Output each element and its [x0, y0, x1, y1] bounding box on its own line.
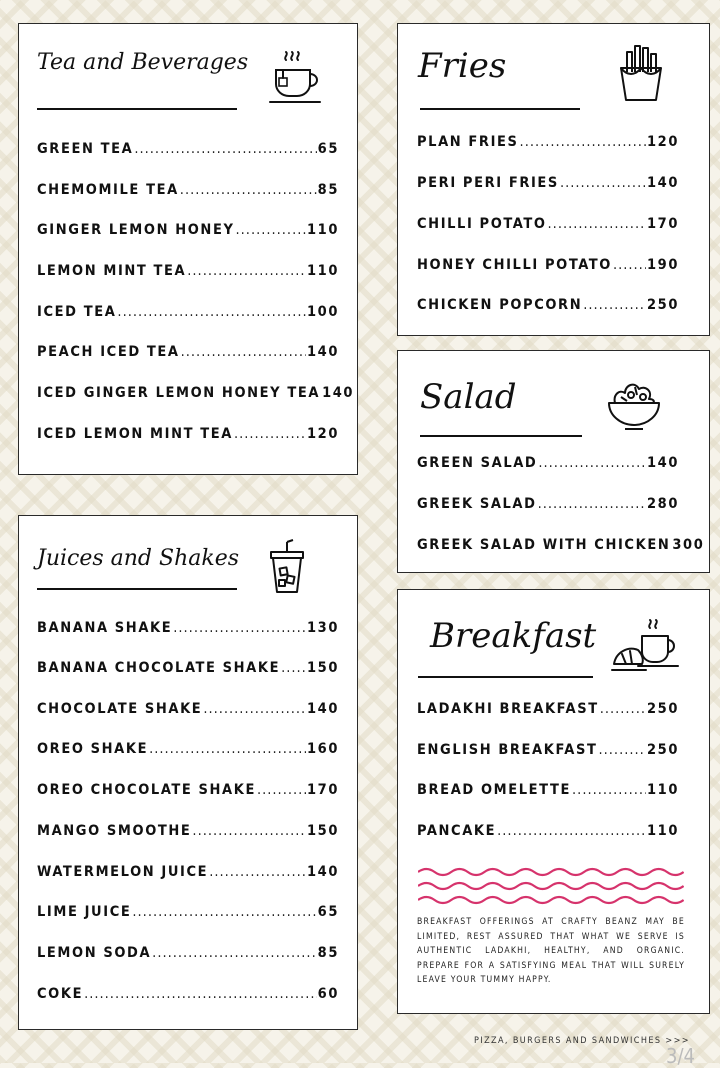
juices-title-rule: [37, 588, 237, 590]
wave-divider: [418, 866, 684, 906]
item-price: 110: [306, 263, 339, 279]
item-name: HONEY CHILLI POTATO: [417, 257, 612, 273]
salad-bowl-icon: [605, 373, 663, 431]
page-number: 3/4: [666, 1044, 695, 1068]
item-price: 170: [306, 782, 339, 798]
leader-dots: [236, 222, 306, 238]
leader-dots: [548, 216, 646, 232]
item-price: 65: [317, 904, 339, 920]
item-price: 140: [646, 455, 679, 471]
salad-card: [397, 350, 710, 573]
item-name: LEMON MINT TEA: [37, 263, 187, 279]
juices-item: [19, 660, 357, 676]
item-price: 300: [672, 537, 705, 553]
item-price: 140: [306, 701, 339, 717]
tea-cup-icon: [266, 48, 328, 110]
item-name: OREO CHOCOLATE SHAKE: [37, 782, 256, 798]
leader-dots: [117, 304, 306, 320]
salad-item: [398, 537, 709, 553]
tea-title: Tea and Beverages: [37, 50, 249, 75]
leader-dots: [180, 182, 317, 198]
leader-dots: [149, 741, 306, 757]
tea-item: [19, 344, 357, 360]
breakfast-item: [398, 823, 709, 839]
breakfast-item: [398, 701, 709, 717]
item-name: GREEK SALAD WITH CHICKEN: [417, 537, 671, 553]
item-price: 190: [646, 257, 679, 273]
tea-item: [19, 141, 357, 157]
leader-dots: [281, 660, 306, 676]
coffee-croissant-icon: [610, 616, 690, 674]
salad-title: Salad: [420, 377, 517, 417]
breakfast-item: [398, 742, 709, 758]
item-name: PANCAKE: [417, 823, 497, 839]
juices-item: [19, 741, 357, 757]
item-price: 140: [322, 385, 355, 401]
fries-title: Fries: [418, 46, 507, 86]
leader-dots: [209, 864, 306, 880]
leader-dots: [152, 945, 316, 961]
leader-dots: [600, 701, 646, 717]
item-price: 150: [306, 660, 339, 676]
leader-dots: [538, 496, 646, 512]
item-name: PERI PERI FRIES: [417, 175, 559, 191]
juices-item: [19, 620, 357, 636]
item-name: BANANA SHAKE: [37, 620, 173, 636]
juices-title: Juices and Shakes: [37, 546, 240, 571]
breakfast-title: Breakfast: [430, 616, 597, 656]
leader-dots: [203, 701, 306, 717]
fries-item: [398, 134, 709, 150]
breakfast-card: [397, 589, 710, 1014]
item-price: 110: [646, 823, 679, 839]
iced-drink-icon: [261, 538, 313, 596]
item-name: CHILLI POTATO: [417, 216, 547, 232]
breakfast-note: BREAKFAST OFFERINGS AT CRAFTY BEANZ MAY BE LIMITED, REST ASSURED THAT WHAT WE SERVE IS AUTHENTIC LADAKHI, HEALTHY, AND ORGANIC. PREPARE FOR A SATISFYING MEAL THAT WILL SURELY LEAVE YOUR TUMMY HAPPY.: [417, 917, 685, 985]
fries-card: [397, 23, 710, 336]
leader-dots: [538, 455, 646, 471]
leader-dots: [560, 175, 646, 191]
juices-item: [19, 864, 357, 880]
leader-dots: [181, 344, 306, 360]
item-price: 85: [317, 182, 339, 198]
item-name: BREAD OMELETTE: [417, 782, 572, 798]
juices-item: [19, 904, 357, 920]
leader-dots: [520, 134, 646, 150]
item-name: ENGLISH BREAKFAST: [417, 742, 598, 758]
leader-dots: [497, 823, 646, 839]
item-name: WATERMELON JUICE: [37, 864, 209, 880]
leader-dots: [192, 823, 306, 839]
item-name: ICED LEMON MINT TEA: [37, 426, 233, 442]
item-name: MANGO SMOOTHE: [37, 823, 192, 839]
item-price: 130: [306, 620, 339, 636]
leader-dots: [173, 620, 306, 636]
item-name: LIME JUICE: [37, 904, 132, 920]
salad-title-rule: [420, 435, 582, 437]
leader-dots: [583, 297, 646, 313]
tea-title-rule: [37, 108, 237, 110]
fries-title-rule: [420, 108, 580, 110]
next-page-link[interactable]: PIZZA, BURGERS AND SANDWICHES >>>: [474, 1036, 690, 1046]
juices-item: [19, 782, 357, 798]
item-name: PEACH ICED TEA: [37, 344, 180, 360]
item-price: 120: [646, 134, 679, 150]
tea-item: [19, 304, 357, 320]
item-price: 60: [317, 986, 339, 1002]
item-name: GREEN TEA: [37, 141, 134, 157]
tea-item: [19, 426, 357, 442]
item-price: 110: [646, 782, 679, 798]
leader-dots: [572, 782, 646, 798]
item-price: 250: [646, 701, 679, 717]
leader-dots: [132, 904, 316, 920]
item-price: 140: [646, 175, 679, 191]
leader-dots: [599, 742, 646, 758]
leader-dots: [134, 141, 316, 157]
item-name: PLAN FRIES: [417, 134, 519, 150]
item-price: 100: [306, 304, 339, 320]
item-price: 250: [646, 742, 679, 758]
tea-item: [19, 222, 357, 238]
leader-dots: [234, 426, 306, 442]
juices-item: [19, 945, 357, 961]
item-price: 160: [306, 741, 339, 757]
item-name: OREO SHAKE: [37, 741, 149, 757]
item-name: CHOCOLATE SHAKE: [37, 701, 203, 717]
item-name: GREEK SALAD: [417, 496, 537, 512]
item-name: GINGER LEMON HONEY: [37, 222, 235, 238]
item-price: 65: [317, 141, 339, 157]
leader-dots: [613, 257, 646, 273]
tea-item: [19, 385, 357, 401]
juices-item: [19, 701, 357, 717]
item-price: 140: [306, 864, 339, 880]
item-name: CHEMOMILE TEA: [37, 182, 179, 198]
tea-item: [19, 263, 357, 279]
item-price: 85: [317, 945, 339, 961]
item-price: 110: [306, 222, 339, 238]
juices-item: [19, 823, 357, 839]
leader-dots: [84, 986, 317, 1002]
item-name: ICED GINGER LEMON HONEY TEA: [37, 385, 321, 401]
item-price: 150: [306, 823, 339, 839]
breakfast-title-rule: [418, 676, 593, 678]
item-name: COKE: [37, 986, 84, 1002]
fries-item: [398, 297, 709, 313]
fries-item: [398, 257, 709, 273]
breakfast-item: [398, 782, 709, 798]
fries-item: [398, 216, 709, 232]
juices-card: [18, 515, 358, 1030]
fries-icon: [615, 42, 667, 104]
salad-item: [398, 496, 709, 512]
item-price: 170: [646, 216, 679, 232]
item-price: 250: [646, 297, 679, 313]
tea-card: [18, 23, 358, 475]
item-price: 280: [646, 496, 679, 512]
item-name: CHICKEN POPCORN: [417, 297, 583, 313]
leader-dots: [257, 782, 306, 798]
item-name: LADAKHI BREAKFAST: [417, 701, 599, 717]
item-name: GREEN SALAD: [417, 455, 538, 471]
item-name: ICED TEA: [37, 304, 117, 320]
salad-item: [398, 455, 709, 471]
juices-item: [19, 986, 357, 1002]
item-price: 140: [306, 344, 339, 360]
tea-item: [19, 182, 357, 198]
leader-dots: [187, 263, 306, 279]
item-price: 120: [306, 426, 339, 442]
fries-item: [398, 175, 709, 191]
item-name: BANANA CHOCOLATE SHAKE: [37, 660, 281, 676]
item-name: LEMON SODA: [37, 945, 152, 961]
